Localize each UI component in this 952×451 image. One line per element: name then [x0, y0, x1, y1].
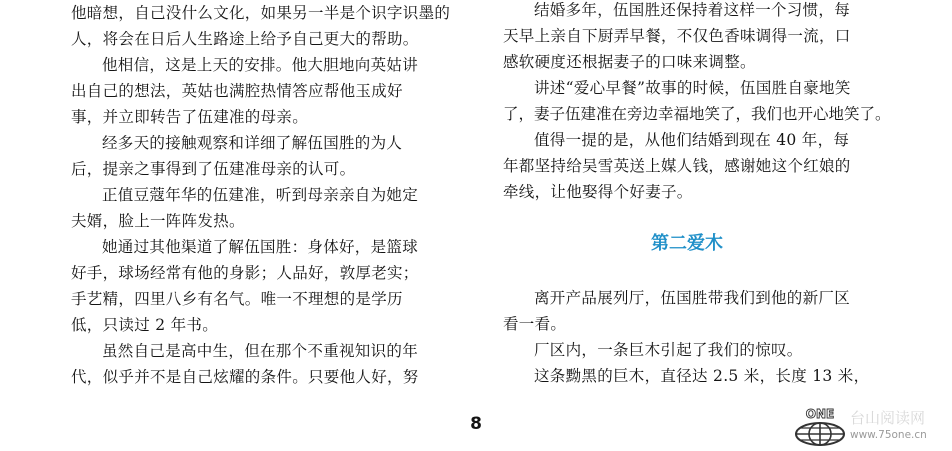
right-line-4: 讲述“爱心早餐”故事的时候，伍国胜自豪地笑	[534, 79, 851, 97]
left-line-10: 她通过其他渠道了解伍国胜：身体好，是篮球	[102, 238, 419, 256]
left-line-11: 好手，球场经常有他的身影；人品好，敦厚老实；	[71, 264, 419, 282]
watermark-url-link[interactable]: www.75one.cn	[850, 429, 927, 441]
left-line-6: 经多天的接触观察和详细了解伍国胜的为人	[102, 134, 403, 152]
left-line-2: 人，将会在日后人生路途上给予自己更大的帮助。	[71, 30, 419, 48]
left-line-12: 手艺精，四里八乡有名气。唯一不理想的是学历	[71, 290, 403, 308]
left-line-13: 低，只读过 2 年书。	[71, 316, 219, 334]
left-line-1: 他暗想，自己没什么文化，如果另一半是个识字识墨的	[71, 4, 451, 22]
left-line-3: 他相信，这是上天的安排。他大胆地向英姑讲	[102, 56, 419, 74]
right-line-7: 年都坚持给吴雪英送上媒人钱，感谢她这个红娘的	[503, 157, 851, 175]
watermark-logo-text: ONE	[805, 407, 835, 421]
right-line-2: 天早上亲自下厨弄早餐，不仅色香味调得一流，口	[503, 27, 851, 45]
left-line-9: 夫婿，脸上一阵阵发热。	[71, 212, 245, 230]
right-line-10: 看一看。	[503, 315, 567, 333]
globe-logo-icon	[790, 403, 850, 449]
left-line-14: 虽然自己是高中生，但在那个不重视知识的年	[102, 342, 419, 360]
left-line-5: 事，并立即转告了伍建准的母亲。	[71, 108, 309, 126]
left-line-15: 代，似乎并不是自己炫耀的条件。只要他人好，努	[71, 368, 419, 386]
right-line-9: 离开产品展列厅，伍国胜带我们到他的新厂区	[534, 289, 851, 307]
right-line-12: 这条黝黑的巨木，直径达 2.5 米，长度 13 米，	[534, 367, 870, 385]
right-line-6: 值得一提的是，从他们结婚到现在 40 年，每	[534, 131, 850, 149]
left-line-7: 后，提亲之事得到了伍建准母亲的认可。	[71, 160, 356, 178]
site-watermark[interactable]	[790, 403, 950, 449]
right-line-11: 厂区内，一条巨木引起了我们的惊叹。	[534, 341, 803, 359]
right-line-8: 牵线，让他娶得个好妻子。	[503, 183, 693, 201]
section-heading: 第二爱木	[651, 233, 723, 254]
page-number: 8	[470, 414, 482, 434]
watermark-site-name: 台山阅读网	[850, 409, 926, 427]
right-line-1: 结婚多年，伍国胜还保持着这样一个习惯，每	[534, 1, 851, 19]
right-line-5: 了，妻子伍建准在旁边幸福地笑了，我们也开心地笑了。	[503, 105, 891, 123]
right-line-3: 感软硬度还根据妻子的口味来调整。	[503, 53, 756, 71]
left-line-8: 正值豆蔻年华的伍建准，听到母亲亲自为她定	[102, 186, 419, 204]
left-line-4: 出自己的想法，英姑也满腔热情答应帮他玉成好	[71, 82, 403, 100]
